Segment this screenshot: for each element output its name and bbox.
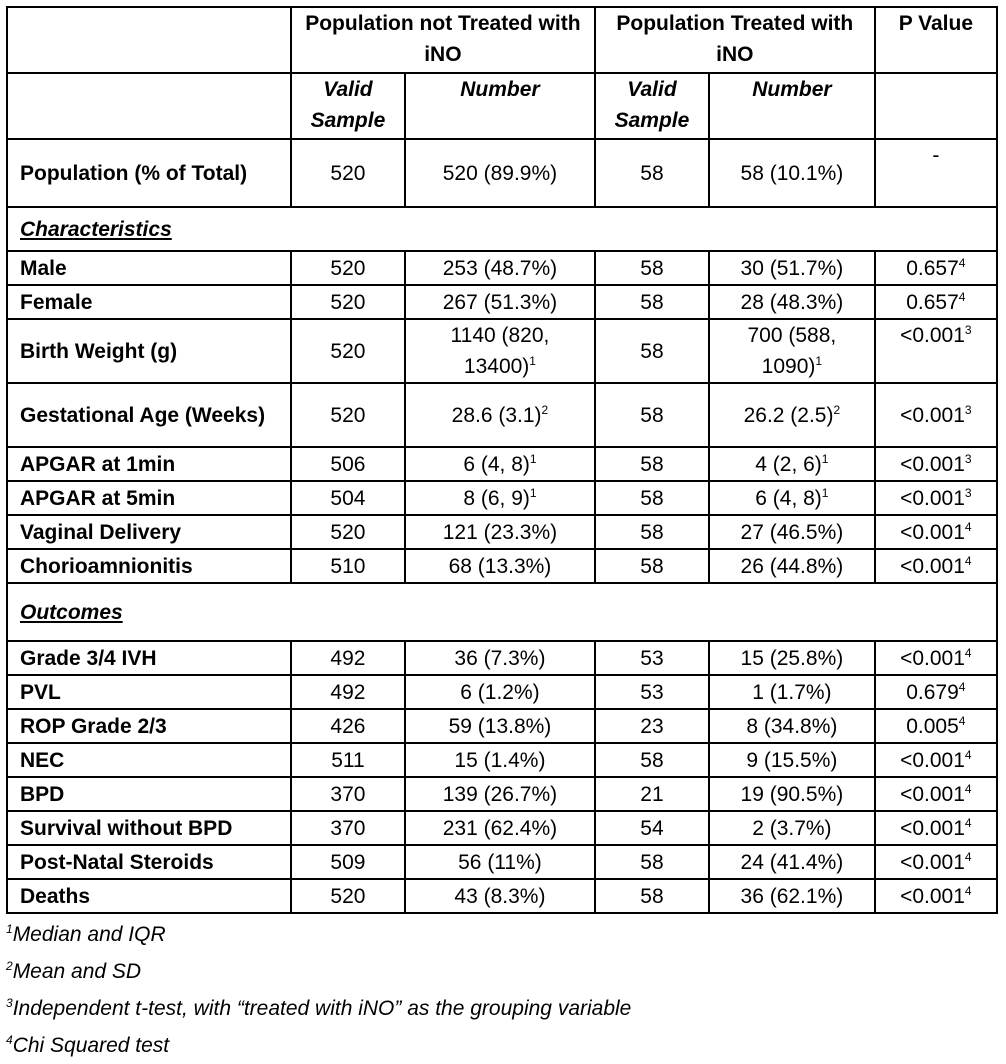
row-label	[7, 777, 291, 811]
t-valid-cell	[595, 515, 709, 549]
p-value-cell-text: <0.001	[900, 850, 965, 874]
footnote-marker: 4	[964, 815, 972, 830]
nt-valid-cell-text: 492	[330, 680, 366, 704]
p-value-cell-text: <0.001	[900, 403, 965, 427]
p-value-cell	[875, 641, 997, 675]
p-value-cell-text: 0.005	[906, 714, 959, 738]
footnote-marker: 3	[964, 402, 972, 417]
t-number-cell	[709, 709, 875, 743]
nt-valid-cell	[291, 641, 405, 675]
p-value-cell	[875, 777, 997, 811]
p-value-cell	[875, 447, 997, 481]
table-row	[7, 319, 997, 383]
t-valid-cell-text: 58	[640, 403, 664, 427]
t-number-cell	[709, 319, 875, 383]
nt-number-cell	[405, 709, 595, 743]
nt-number-cell-text: 231 (62.4%)	[442, 816, 558, 840]
t-number-cell	[709, 743, 875, 777]
nt-number-cell-text: 15 (1.4%)	[454, 748, 546, 772]
t-number-cell-text: 15 (25.8%)	[740, 646, 844, 670]
subheader-number: Number	[709, 73, 875, 139]
nt-number-cell	[405, 549, 595, 583]
p-value-cell-text: <0.001	[900, 452, 965, 476]
footnote-marker: 1	[821, 485, 829, 500]
t-number-cell-text: 6 (4, 8)	[755, 486, 822, 510]
nt-valid-cell-text: 510	[330, 554, 366, 578]
t-valid-cell: 58	[595, 139, 709, 207]
p-value-cell-text: <0.001	[900, 816, 965, 840]
footnote-number: 4	[6, 1033, 13, 1047]
section-title: Characteristics	[7, 207, 997, 251]
nt-valid-cell	[291, 549, 405, 583]
row-label-text: Survival without BPD	[20, 816, 233, 840]
t-valid-cell-text: 53	[640, 680, 664, 704]
nt-number-cell	[405, 641, 595, 675]
nt-valid-cell	[291, 845, 405, 879]
table-row	[7, 811, 997, 845]
t-number-cell-text: 8 (34.8%)	[746, 714, 838, 738]
t-valid-cell-text: 58	[640, 452, 664, 476]
table-row	[7, 549, 997, 583]
row-label	[7, 743, 291, 777]
nt-valid-cell-text: 504	[330, 486, 366, 510]
row-label	[7, 285, 291, 319]
p-value-cell-text: 0.679	[906, 680, 959, 704]
row-label-text: Chorioamnionitis	[20, 554, 193, 578]
row-label: Population (% of Total)	[7, 139, 291, 207]
nt-number-cell	[405, 675, 595, 709]
nt-valid-cell	[291, 481, 405, 515]
footnote-text: Mean and SD	[12, 960, 142, 983]
nt-valid-cell-text: 370	[330, 782, 366, 806]
nt-valid-cell	[291, 447, 405, 481]
row-label	[7, 879, 291, 913]
table-row	[7, 709, 997, 743]
t-valid-cell-text: 54	[640, 816, 664, 840]
p-value-cell	[875, 383, 997, 447]
t-number-cell-text: 1 (1.7%)	[752, 680, 832, 704]
nt-valid-cell-text: 520	[330, 884, 366, 908]
t-number-cell-text: 19 (90.5%)	[740, 782, 844, 806]
footnote-marker: 3	[964, 485, 972, 500]
row-label	[7, 383, 291, 447]
p-value-cell	[875, 515, 997, 549]
t-valid-cell-text: 58	[640, 554, 664, 578]
nt-valid-cell-text: 509	[330, 850, 366, 874]
section-row-outcomes	[7, 583, 997, 641]
row-label-text: PVL	[20, 680, 61, 704]
nt-number-cell	[405, 811, 595, 845]
p-value-cell-text: <0.001	[900, 884, 965, 908]
footnote-marker: 4	[964, 747, 972, 762]
p-value-cell-text: 0.657	[906, 290, 959, 314]
t-number-cell-text: 4 (2, 6)	[755, 452, 822, 476]
nt-valid-cell	[291, 743, 405, 777]
t-valid-cell	[595, 641, 709, 675]
row-label	[7, 481, 291, 515]
t-valid-cell-text: 58	[640, 748, 664, 772]
t-number-cell	[709, 549, 875, 583]
footnote-marker: 1	[821, 451, 829, 466]
t-number-cell-text: 36 (62.1%)	[740, 884, 844, 908]
section-row-characteristics	[7, 207, 997, 251]
header-p-value: P Value	[875, 7, 997, 73]
t-number-cell-text: 26 (44.8%)	[740, 554, 844, 578]
nt-number-cell	[405, 879, 595, 913]
header-empty-cell	[7, 7, 291, 73]
p-value-cell	[875, 743, 997, 777]
table-row	[7, 675, 997, 709]
t-valid-cell-text: 58	[640, 290, 664, 314]
nt-number-cell	[405, 285, 595, 319]
nt-valid-cell	[291, 285, 405, 319]
nt-number-cell	[405, 251, 595, 285]
table-row	[7, 481, 997, 515]
header-row	[7, 7, 997, 73]
nt-valid-cell-text: 370	[330, 816, 366, 840]
nt-valid-cell	[291, 319, 405, 383]
t-valid-cell-text: 58	[640, 884, 664, 908]
nt-number-cell-text: 267 (51.3%)	[442, 290, 558, 314]
nt-number-cell-text: 6 (1.2%)	[460, 680, 540, 704]
table-row	[7, 743, 997, 777]
footnote	[6, 953, 998, 990]
t-valid-cell	[595, 251, 709, 285]
p-value-cell	[875, 285, 997, 319]
t-valid-cell	[595, 319, 709, 383]
nt-number-cell-text: 6 (4, 8)	[463, 452, 530, 476]
nt-number-cell-text: 59 (13.8%)	[448, 714, 552, 738]
t-number-cell	[709, 383, 875, 447]
t-valid-cell	[595, 879, 709, 913]
footnote	[6, 916, 998, 953]
nt-number-cell-text: 139 (26.7%)	[442, 782, 558, 806]
p-value-cell-text: <0.001	[900, 782, 965, 806]
table-row	[7, 845, 997, 879]
p-value-cell	[875, 319, 997, 383]
t-valid-cell	[595, 777, 709, 811]
row-label-text: NEC	[20, 748, 65, 772]
row-label-text: Birth Weight (g)	[20, 339, 178, 363]
t-number-cell	[709, 675, 875, 709]
row-label-text: Female	[20, 290, 93, 314]
row-label-text: Gestational Age (Weeks)	[20, 403, 266, 427]
row-label-text: Deaths	[20, 884, 91, 908]
t-valid-cell	[595, 743, 709, 777]
row-label-text: APGAR at 5min	[20, 486, 176, 510]
t-number-cell	[709, 845, 875, 879]
nt-valid-cell-text: 426	[330, 714, 366, 738]
nt-number-cell	[405, 845, 595, 879]
nt-valid-cell	[291, 709, 405, 743]
nt-number-cell	[405, 515, 595, 549]
t-number-cell-text: 24 (41.4%)	[740, 850, 844, 874]
row-label	[7, 709, 291, 743]
t-number-cell	[709, 515, 875, 549]
row-label	[7, 811, 291, 845]
nt-valid-cell	[291, 383, 405, 447]
t-valid-cell	[595, 549, 709, 583]
p-value-cell	[875, 549, 997, 583]
t-valid-cell	[595, 285, 709, 319]
table-row	[7, 251, 997, 285]
nt-number-cell-text: 68 (13.3%)	[448, 554, 552, 578]
nt-number-cell	[405, 383, 595, 447]
p-value-cell	[875, 879, 997, 913]
t-number-cell-text: 9 (15.5%)	[746, 748, 838, 772]
t-valid-cell	[595, 675, 709, 709]
nt-number-cell	[405, 777, 595, 811]
table-row	[7, 641, 997, 675]
nt-valid-cell-text: 506	[330, 452, 366, 476]
p-value-cell	[875, 481, 997, 515]
row-label-text: Vaginal Delivery	[20, 520, 182, 544]
t-number-cell-text: 30 (51.7%)	[740, 256, 844, 280]
footnote-marker: 3	[964, 451, 972, 466]
row-label-text: APGAR at 1min	[20, 452, 176, 476]
footnote-marker: 1	[529, 354, 536, 368]
t-number-cell	[709, 811, 875, 845]
subheader-number: Number	[405, 73, 595, 139]
subheader-row	[7, 73, 997, 139]
nt-number-cell-text: 36 (7.3%)	[454, 646, 546, 670]
footnote	[6, 990, 998, 1027]
nt-valid-cell-text: 520	[330, 520, 366, 544]
row-label	[7, 251, 291, 285]
p-value-cell-text: <0.001	[900, 646, 965, 670]
t-valid-cell	[595, 811, 709, 845]
header-treated: Population Treated with iNO	[595, 7, 875, 73]
p-value-cell	[875, 251, 997, 285]
page	[6, 6, 998, 1064]
row-label-text: Post-Natal Steroids	[20, 850, 214, 874]
t-valid-cell-text: 21	[640, 782, 664, 806]
p-value-cell	[875, 845, 997, 879]
t-valid-cell	[595, 709, 709, 743]
footnote-marker: 4	[964, 553, 972, 568]
row-label	[7, 515, 291, 549]
footnote-marker: 4	[964, 849, 972, 864]
t-valid-cell-text: 58	[640, 520, 664, 544]
table-body	[7, 7, 997, 913]
nt-valid-cell: 520	[291, 139, 405, 207]
t-valid-cell	[595, 845, 709, 879]
header-not-treated: Population not Treated with iNO	[291, 7, 595, 73]
nt-number-cell-text: 253 (48.7%)	[442, 256, 558, 280]
results-table	[6, 6, 998, 914]
t-valid-cell	[595, 481, 709, 515]
p-value-cell-text: <0.001	[900, 324, 965, 347]
t-valid-cell-text: 23	[640, 714, 664, 738]
nt-number-cell-text: 1140 (820, 13400)	[450, 324, 550, 378]
table-row	[7, 285, 997, 319]
p-value-cell	[875, 811, 997, 845]
row-label-text: Grade 3/4 IVH	[20, 646, 157, 670]
t-number-cell	[709, 285, 875, 319]
subheader-empty-cell	[875, 73, 997, 139]
population-row	[7, 139, 997, 207]
row-label	[7, 845, 291, 879]
footnote-marker: 3	[964, 323, 972, 337]
footnote-marker: 2	[833, 402, 841, 417]
p-value-cell	[875, 709, 997, 743]
t-number-cell: 58 (10.1%)	[709, 139, 875, 207]
table-row	[7, 515, 997, 549]
t-number-cell-text: 27 (46.5%)	[740, 520, 844, 544]
p-value-cell-text: <0.001	[900, 520, 965, 544]
footnotes	[6, 916, 998, 1064]
nt-valid-cell-text: 511	[331, 748, 365, 772]
footnote-marker: 4	[964, 519, 972, 534]
subheader-empty-cell	[7, 73, 291, 139]
t-number-cell-text: 28 (48.3%)	[740, 290, 844, 314]
table-row	[7, 777, 997, 811]
nt-valid-cell	[291, 777, 405, 811]
t-valid-cell	[595, 383, 709, 447]
nt-number-cell-text: 43 (8.3%)	[454, 884, 546, 908]
footnote-text: Chi Squared test	[12, 1034, 170, 1057]
nt-number-cell	[405, 447, 595, 481]
nt-valid-cell	[291, 515, 405, 549]
row-label-text: BPD	[20, 782, 65, 806]
footnote-marker: 4	[964, 645, 972, 660]
nt-number-cell-text: 121 (23.3%)	[442, 520, 558, 544]
t-number-cell	[709, 879, 875, 913]
t-number-cell	[709, 251, 875, 285]
nt-number-cell	[405, 481, 595, 515]
p-value-cell-text: 0.657	[906, 256, 959, 280]
nt-valid-cell	[291, 879, 405, 913]
nt-valid-cell	[291, 675, 405, 709]
nt-valid-cell-text: 520	[330, 256, 366, 280]
row-label	[7, 549, 291, 583]
t-number-cell-text: 700 (588, 1090)	[747, 324, 837, 378]
nt-number-cell-text: 8 (6, 9)	[463, 486, 530, 510]
footnote-marker: 2	[541, 402, 549, 417]
t-valid-cell-text: 58	[640, 850, 664, 874]
row-label-text: ROP Grade 2/3	[20, 714, 167, 738]
p-value-cell	[875, 675, 997, 709]
nt-number-cell-text: 56 (11%)	[458, 850, 542, 874]
nt-valid-cell-text: 520	[330, 339, 366, 363]
footnote-marker: 1	[529, 451, 537, 466]
subheader-valid-sample: Valid Sample	[595, 73, 709, 139]
t-valid-cell	[595, 447, 709, 481]
t-valid-cell-text: 58	[640, 339, 664, 363]
t-number-cell	[709, 777, 875, 811]
nt-valid-cell	[291, 811, 405, 845]
nt-valid-cell	[291, 251, 405, 285]
nt-number-cell	[405, 319, 595, 383]
p-value-cell-text: <0.001	[900, 748, 965, 772]
footnote-text: Median and IQR	[12, 923, 166, 946]
footnote-marker: 1	[815, 354, 823, 368]
table-row	[7, 383, 997, 447]
nt-number-cell: 520 (89.9%)	[405, 139, 595, 207]
section-title: Outcomes	[7, 583, 997, 641]
nt-valid-cell-text: 520	[330, 403, 366, 427]
t-number-cell	[709, 447, 875, 481]
t-number-cell	[709, 641, 875, 675]
t-valid-cell-text: 58	[640, 486, 664, 510]
t-valid-cell-text: 53	[640, 646, 664, 670]
footnote-text: Independent t-test, with “treated with iNO” as the grouping variable	[12, 997, 632, 1020]
nt-number-cell	[405, 743, 595, 777]
footnote-marker: 4	[958, 289, 966, 304]
footnote-marker: 4	[958, 679, 966, 694]
p-value-cell: -	[875, 139, 997, 207]
t-number-cell	[709, 481, 875, 515]
t-number-cell-text: 2 (3.7%)	[752, 816, 832, 840]
p-value-cell-text: <0.001	[900, 486, 965, 510]
nt-valid-cell-text: 492	[330, 646, 366, 670]
t-valid-cell-text: 58	[640, 256, 664, 280]
footnote-number: 2	[6, 959, 13, 973]
footnote-marker: 1	[529, 485, 537, 500]
t-number-cell-text: 26.2 (2.5)	[743, 403, 834, 427]
p-value-cell-text: <0.001	[900, 554, 965, 578]
row-label	[7, 319, 291, 383]
row-label	[7, 641, 291, 675]
footnote-marker: 4	[964, 883, 972, 898]
nt-valid-cell-text: 520	[330, 290, 366, 314]
row-label	[7, 675, 291, 709]
row-label-text: Male	[20, 256, 67, 280]
row-label	[7, 447, 291, 481]
footnote-marker: 4	[958, 255, 966, 270]
footnote-number: 1	[6, 922, 13, 936]
nt-number-cell-text: 28.6 (3.1)	[451, 403, 542, 427]
table-row	[7, 447, 997, 481]
footnote	[6, 1027, 998, 1064]
footnote-marker: 4	[964, 781, 972, 796]
table-row	[7, 879, 997, 913]
footnote-marker: 4	[958, 713, 966, 728]
footnote-number: 3	[6, 996, 13, 1010]
subheader-valid-sample: Valid Sample	[291, 73, 405, 139]
